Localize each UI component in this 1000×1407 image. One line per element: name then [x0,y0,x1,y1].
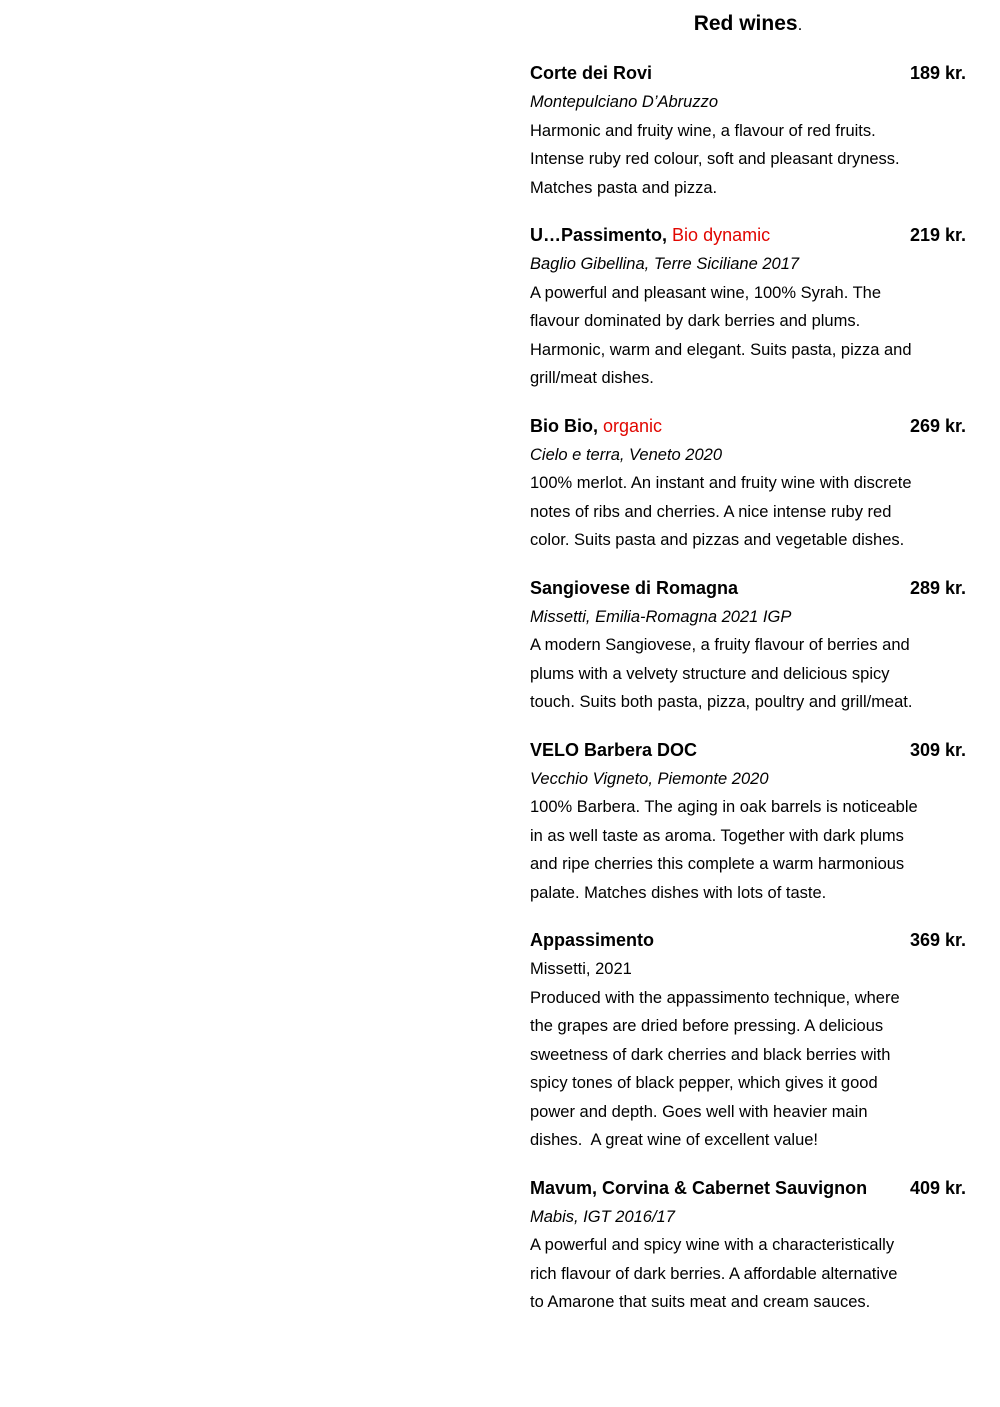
wine-price: 369 kr. [909,930,966,950]
wine-description [530,984,966,1155]
wine-header [530,735,966,765]
wine-description [530,469,966,555]
wine-description-line: notes of ribs and cherries. A nice intense ruby red [530,502,892,521]
wine-description-line: and ripe cherries this complete a warm harmonious [530,855,905,873]
wine-name-text: Sangiovese di Romagna [530,577,739,598]
wine-header [530,1173,966,1203]
wine-description [530,279,966,393]
wine-producer: Missetti, 2021 [530,960,632,978]
wine-item [530,220,966,393]
wine-name-text: VELO Barbera DOC [530,739,698,760]
wine-description-line: Matches pasta and pizza. [530,178,718,197]
wine-name-text: Mavum, Corvina & Cabernet Sauvignon [530,1177,868,1198]
wine-item [530,925,966,1155]
wine-name [530,58,652,88]
wine-description-line: grill/meat dishes. [530,369,654,387]
wine-description [530,631,966,717]
wine-price: 409 kr. [909,1177,966,1198]
wine-tag: Bio dynamic [672,225,771,245]
wine-name [530,220,770,250]
wine-name [530,735,697,765]
wine-description-line: sweetness of dark cherries and black berries with [530,1045,891,1064]
wine-name [530,1173,867,1203]
wine-item [530,58,966,202]
wine-description-line: Harmonic, warm and elegant. Suits pasta, pizza and [530,340,912,359]
wine-name-text: Appassimento [530,930,655,950]
wine-producer: Cielo e terra, Veneto 2020 [530,445,723,464]
wine-price: 309 kr. [909,739,966,760]
wine-description-line: A powerful and pleasant wine, 100% Syrah. The [530,283,882,302]
wine-description [530,793,966,907]
wine-price: 219 kr. [909,225,966,245]
wine-description-line: Intense ruby red colour, soft and pleasant dryness. [530,150,900,168]
wine-name [530,925,654,955]
wine-item [530,411,966,555]
page-title [530,10,966,39]
wine-header [530,220,966,250]
wine-description-line: dishes. A great wine of excellent value! [530,1131,819,1149]
wine-description-line: A powerful and spicy wine with a characteristically [530,1236,895,1254]
wine-description-line: touch. Suits both pasta, pizza, poultry and grill/meat. [530,693,913,711]
wine-description-line: to Amarone that suits meat and cream sauces. [530,1293,871,1311]
wine-description [530,117,966,203]
wine-price: 189 kr. [909,63,966,83]
wine-name [530,411,662,441]
wine-tag: organic [603,415,663,436]
wine-description-line: rich flavour of dark berries. A affordable alternative [530,1264,898,1283]
wine-price: 289 kr. [909,577,966,598]
wine-header [530,925,966,955]
wine-list [530,58,966,1335]
wine-description-line: plums with a velvety structure and delicious spicy [530,664,890,683]
wine-description-line: palate. Matches dishes with lots of taste. [530,883,827,902]
wine-producer: Vecchio Vigneto, Piemonte 2020 [530,769,769,788]
wine-producer: Mabis, IGT 2016/17 [530,1207,675,1226]
wine-producer: Montepulciano D’Abruzzo [530,93,719,111]
wine-description-line: 100% Barbera. The aging in oak barrels is noticeable [530,798,918,816]
wine-description-line: in as well taste as aroma. Together with dark plums [530,826,904,845]
wine-header [530,411,966,441]
wine-price: 269 kr. [909,415,966,436]
page-title-dot: . [797,15,803,34]
wine-item [530,1173,966,1317]
wine-description-line: power and depth. Goes well with heavier main [530,1102,868,1121]
wine-description-line: 100% merlot. An instant and fruity wine with discrete [530,474,912,492]
wine-header [530,573,966,603]
wine-name-text: Bio Bio, [530,415,603,436]
wine-item [530,735,966,908]
wine-name-text: U…Passimento, [530,225,673,245]
wine-description [530,1231,966,1317]
wine-name-text: Corte dei Rovi [530,63,653,83]
wine-description-line: spicy tones of black pepper, which gives it good [530,1074,878,1092]
wine-name [530,573,738,603]
wine-description-line: flavour dominated by dark berries and plums. [530,312,861,330]
wine-producer: Baglio Gibellina, Terre Siciliane 2017 [530,255,800,273]
wine-description-line: A modern Sangiovese, a fruity flavour of berries and [530,636,910,654]
wine-producer: Missetti, Emilia-Romagna 2021 IGP [530,607,792,626]
wine-item [530,573,966,717]
wine-description-line: the grapes are dried before pressing. A delicious [530,1017,884,1035]
page-title-text: Red wines [693,12,798,35]
wine-description-line: Produced with the appassimento technique, where [530,988,900,1007]
wine-header [530,58,966,88]
wine-description-line: color. Suits pasta and pizzas and vegetable dishes. [530,531,905,549]
wine-description-line: Harmonic and fruity wine, a flavour of red fruits. [530,121,876,140]
